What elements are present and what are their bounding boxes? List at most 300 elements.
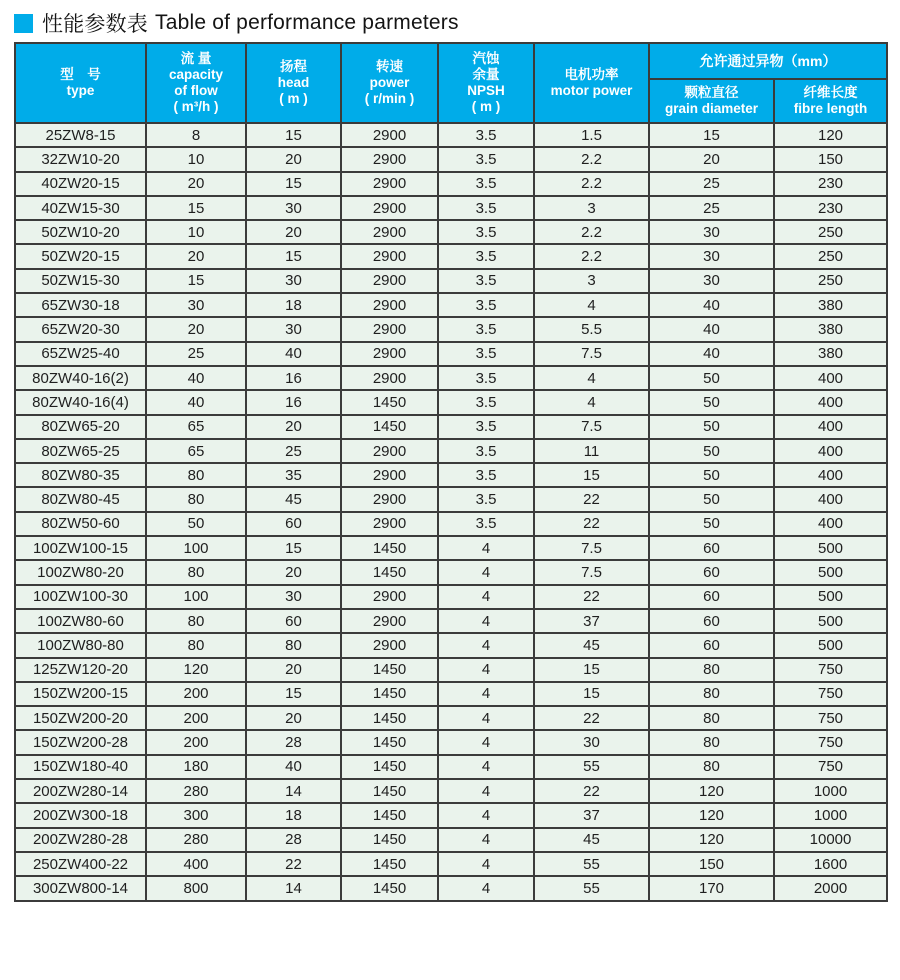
cell-grain_diameter: 40 — [649, 293, 774, 317]
cell-speed: 2900 — [341, 123, 438, 147]
cell-speed: 1450 — [341, 682, 438, 706]
cell-grain_diameter: 120 — [649, 803, 774, 827]
cell-capacity_of_flow: 20 — [146, 317, 246, 341]
cell-capacity_of_flow: 280 — [146, 828, 246, 852]
cell-grain_diameter: 15 — [649, 123, 774, 147]
cell-motor_power: 45 — [534, 633, 649, 657]
cell-speed: 1450 — [341, 730, 438, 754]
cell-fibre_length: 750 — [774, 755, 887, 779]
cell-fibre_length: 750 — [774, 682, 887, 706]
cell-speed: 1450 — [341, 779, 438, 803]
cell-motor_power: 4 — [534, 366, 649, 390]
cell-type: 80ZW80-45 — [15, 487, 146, 511]
cell-fibre_length: 380 — [774, 293, 887, 317]
col-header-motor-power: 电机功率 motor power — [534, 43, 649, 123]
cell-motor_power: 4 — [534, 390, 649, 414]
cell-type: 65ZW25-40 — [15, 342, 146, 366]
col-header-capacity-of-flow: 流 量 capacity of flow ( m³/h ) — [146, 43, 246, 123]
table-row — [15, 852, 887, 876]
table-row — [15, 269, 887, 293]
cell-npsh: 4 — [438, 876, 534, 900]
cell-grain_diameter: 50 — [649, 487, 774, 511]
cell-head: 16 — [246, 366, 341, 390]
cell-fibre_length: 400 — [774, 439, 887, 463]
cell-motor_power: 45 — [534, 828, 649, 852]
cell-head: 60 — [246, 609, 341, 633]
table-row — [15, 828, 887, 852]
cell-npsh: 4 — [438, 585, 534, 609]
cell-speed: 1450 — [341, 536, 438, 560]
cell-motor_power: 22 — [534, 512, 649, 536]
cell-head: 22 — [246, 852, 341, 876]
cell-motor_power: 30 — [534, 730, 649, 754]
cell-capacity_of_flow: 30 — [146, 293, 246, 317]
cell-speed: 2900 — [341, 633, 438, 657]
cell-motor_power: 22 — [534, 585, 649, 609]
page-title-zh: 性能参数表 — [42, 13, 148, 36]
cell-type: 100ZW80-80 — [15, 633, 146, 657]
cell-fibre_length: 1000 — [774, 803, 887, 827]
title-bullet-square-icon — [14, 14, 33, 33]
cell-npsh: 3.5 — [438, 342, 534, 366]
cell-grain_diameter: 20 — [649, 147, 774, 171]
cell-head: 15 — [246, 536, 341, 560]
cell-type: 150ZW200-15 — [15, 682, 146, 706]
cell-type: 80ZW40-16(4) — [15, 390, 146, 414]
cell-type: 200ZW280-14 — [15, 779, 146, 803]
cell-type: 100ZW100-30 — [15, 585, 146, 609]
table-row — [15, 755, 887, 779]
cell-type: 50ZW15-30 — [15, 269, 146, 293]
cell-motor_power: 2.2 — [534, 147, 649, 171]
cell-fibre_length: 500 — [774, 633, 887, 657]
cell-speed: 1450 — [341, 658, 438, 682]
cell-capacity_of_flow: 100 — [146, 585, 246, 609]
col-header-head: 扬程 head ( m ) — [246, 43, 341, 123]
cell-fibre_length: 250 — [774, 220, 887, 244]
cell-speed: 2900 — [341, 585, 438, 609]
cell-motor_power: 3 — [534, 196, 649, 220]
page-title-en: Table of performance parmeters — [155, 11, 459, 34]
cell-head: 30 — [246, 317, 341, 341]
cell-npsh: 3.5 — [438, 487, 534, 511]
cell-grain_diameter: 80 — [649, 658, 774, 682]
cell-type: 150ZW200-28 — [15, 730, 146, 754]
cell-grain_diameter: 80 — [649, 755, 774, 779]
col-header-grain-diameter: 颗粒直径 grain diameter — [649, 79, 774, 123]
cell-motor_power: 7.5 — [534, 536, 649, 560]
cell-capacity_of_flow: 25 — [146, 342, 246, 366]
cell-grain_diameter: 80 — [649, 682, 774, 706]
table-row — [15, 730, 887, 754]
cell-speed: 1450 — [341, 706, 438, 730]
cell-capacity_of_flow: 280 — [146, 779, 246, 803]
cell-head: 30 — [246, 196, 341, 220]
cell-type: 100ZW80-60 — [15, 609, 146, 633]
cell-npsh: 3.5 — [438, 269, 534, 293]
cell-capacity_of_flow: 40 — [146, 390, 246, 414]
cell-motor_power: 3 — [534, 269, 649, 293]
cell-npsh: 4 — [438, 852, 534, 876]
table-row — [15, 633, 887, 657]
cell-head: 14 — [246, 779, 341, 803]
cell-head: 60 — [246, 512, 341, 536]
cell-speed: 2900 — [341, 342, 438, 366]
cell-motor_power: 15 — [534, 682, 649, 706]
cell-fibre_length: 230 — [774, 172, 887, 196]
table-row — [15, 342, 887, 366]
cell-head: 45 — [246, 487, 341, 511]
cell-grain_diameter: 25 — [649, 172, 774, 196]
cell-speed: 1450 — [341, 415, 438, 439]
table-row — [15, 220, 887, 244]
table-row — [15, 536, 887, 560]
table-row — [15, 658, 887, 682]
table-row — [15, 439, 887, 463]
cell-capacity_of_flow: 10 — [146, 220, 246, 244]
table-row — [15, 293, 887, 317]
cell-fibre_length: 400 — [774, 487, 887, 511]
cell-npsh: 4 — [438, 706, 534, 730]
cell-motor_power: 55 — [534, 876, 649, 900]
cell-fibre_length: 500 — [774, 536, 887, 560]
table-row — [15, 463, 887, 487]
cell-type: 200ZW300-18 — [15, 803, 146, 827]
cell-grain_diameter: 40 — [649, 317, 774, 341]
cell-motor_power: 7.5 — [534, 560, 649, 584]
cell-npsh: 3.5 — [438, 172, 534, 196]
cell-head: 18 — [246, 293, 341, 317]
cell-speed: 2900 — [341, 317, 438, 341]
cell-motor_power: 55 — [534, 852, 649, 876]
page-title — [14, 8, 459, 38]
cell-capacity_of_flow: 200 — [146, 706, 246, 730]
cell-grain_diameter: 80 — [649, 706, 774, 730]
cell-capacity_of_flow: 15 — [146, 269, 246, 293]
cell-speed: 2900 — [341, 293, 438, 317]
cell-npsh: 4 — [438, 828, 534, 852]
cell-head: 20 — [246, 220, 341, 244]
cell-fibre_length: 10000 — [774, 828, 887, 852]
cell-grain_diameter: 50 — [649, 366, 774, 390]
cell-fibre_length: 380 — [774, 317, 887, 341]
cell-grain_diameter: 50 — [649, 463, 774, 487]
cell-head: 20 — [246, 147, 341, 171]
cell-motor_power: 2.2 — [534, 244, 649, 268]
cell-fibre_length: 120 — [774, 123, 887, 147]
cell-npsh: 4 — [438, 682, 534, 706]
cell-head: 15 — [246, 682, 341, 706]
cell-npsh: 4 — [438, 779, 534, 803]
table-row — [15, 244, 887, 268]
cell-capacity_of_flow: 300 — [146, 803, 246, 827]
cell-fibre_length: 230 — [774, 196, 887, 220]
cell-head: 35 — [246, 463, 341, 487]
cell-npsh: 3.5 — [438, 196, 534, 220]
cell-speed: 2900 — [341, 439, 438, 463]
cell-fibre_length: 500 — [774, 560, 887, 584]
cell-npsh: 3.5 — [438, 439, 534, 463]
cell-fibre_length: 1600 — [774, 852, 887, 876]
cell-speed: 1450 — [341, 876, 438, 900]
cell-motor_power: 7.5 — [534, 415, 649, 439]
cell-capacity_of_flow: 20 — [146, 172, 246, 196]
cell-capacity_of_flow: 80 — [146, 633, 246, 657]
cell-speed: 2900 — [341, 609, 438, 633]
cell-grain_diameter: 60 — [649, 633, 774, 657]
table-row — [15, 779, 887, 803]
table-row — [15, 512, 887, 536]
cell-type: 200ZW280-28 — [15, 828, 146, 852]
cell-npsh: 4 — [438, 803, 534, 827]
cell-capacity_of_flow: 80 — [146, 463, 246, 487]
cell-npsh: 3.5 — [438, 463, 534, 487]
cell-grain_diameter: 60 — [649, 536, 774, 560]
cell-npsh: 4 — [438, 730, 534, 754]
cell-fibre_length: 2000 — [774, 876, 887, 900]
cell-head: 15 — [246, 172, 341, 196]
cell-head: 14 — [246, 876, 341, 900]
cell-head: 20 — [246, 560, 341, 584]
cell-npsh: 3.5 — [438, 366, 534, 390]
cell-head: 20 — [246, 415, 341, 439]
cell-head: 30 — [246, 585, 341, 609]
cell-motor_power: 22 — [534, 487, 649, 511]
cell-speed: 1450 — [341, 803, 438, 827]
cell-fibre_length: 500 — [774, 585, 887, 609]
cell-npsh: 3.5 — [438, 293, 534, 317]
cell-motor_power: 15 — [534, 463, 649, 487]
cell-npsh: 4 — [438, 633, 534, 657]
cell-speed: 2900 — [341, 196, 438, 220]
table-row — [15, 172, 887, 196]
table-body — [15, 123, 887, 901]
cell-speed: 1450 — [341, 755, 438, 779]
cell-fibre_length: 750 — [774, 706, 887, 730]
cell-capacity_of_flow: 10 — [146, 147, 246, 171]
table-row — [15, 585, 887, 609]
cell-type: 150ZW200-20 — [15, 706, 146, 730]
cell-fibre_length: 500 — [774, 609, 887, 633]
cell-motor_power: 4 — [534, 293, 649, 317]
cell-motor_power: 55 — [534, 755, 649, 779]
cell-speed: 2900 — [341, 512, 438, 536]
cell-fibre_length: 750 — [774, 658, 887, 682]
cell-npsh: 3.5 — [438, 147, 534, 171]
cell-npsh: 4 — [438, 536, 534, 560]
col-header-fibre-length: 纤维长度 fibre length — [774, 79, 887, 123]
cell-grain_diameter: 120 — [649, 779, 774, 803]
cell-capacity_of_flow: 200 — [146, 682, 246, 706]
cell-fibre_length: 400 — [774, 463, 887, 487]
cell-grain_diameter: 170 — [649, 876, 774, 900]
cell-capacity_of_flow: 800 — [146, 876, 246, 900]
col-header-type: 型 号 type — [15, 43, 146, 123]
cell-type: 100ZW100-15 — [15, 536, 146, 560]
table-row — [15, 706, 887, 730]
cell-npsh: 3.5 — [438, 244, 534, 268]
cell-speed: 2900 — [341, 244, 438, 268]
cell-speed: 2900 — [341, 366, 438, 390]
cell-capacity_of_flow: 100 — [146, 536, 246, 560]
cell-type: 300ZW800-14 — [15, 876, 146, 900]
col-header-speed: 转速 power ( r/min ) — [341, 43, 438, 123]
cell-speed: 1450 — [341, 560, 438, 584]
cell-type: 250ZW400-22 — [15, 852, 146, 876]
cell-speed: 1450 — [341, 390, 438, 414]
cell-speed: 1450 — [341, 852, 438, 876]
cell-head: 20 — [246, 706, 341, 730]
cell-grain_diameter: 120 — [649, 828, 774, 852]
cell-npsh: 4 — [438, 658, 534, 682]
cell-speed: 2900 — [341, 220, 438, 244]
cell-capacity_of_flow: 200 — [146, 730, 246, 754]
table-row — [15, 147, 887, 171]
cell-fibre_length: 380 — [774, 342, 887, 366]
cell-type: 32ZW10-20 — [15, 147, 146, 171]
cell-capacity_of_flow: 20 — [146, 244, 246, 268]
cell-speed: 2900 — [341, 269, 438, 293]
cell-fibre_length: 400 — [774, 366, 887, 390]
cell-npsh: 4 — [438, 560, 534, 584]
col-header-allowed-foreign-matter-group: 允许通过异物（mm） — [649, 43, 887, 79]
table-row — [15, 876, 887, 900]
cell-type: 50ZW20-15 — [15, 244, 146, 268]
cell-motor_power: 7.5 — [534, 342, 649, 366]
table-row — [15, 803, 887, 827]
table-row — [15, 487, 887, 511]
table-row — [15, 560, 887, 584]
cell-motor_power: 2.2 — [534, 220, 649, 244]
table-row — [15, 609, 887, 633]
cell-capacity_of_flow: 80 — [146, 560, 246, 584]
cell-motor_power: 22 — [534, 706, 649, 730]
cell-npsh: 4 — [438, 609, 534, 633]
cell-head: 15 — [246, 123, 341, 147]
cell-npsh: 3.5 — [438, 512, 534, 536]
cell-type: 80ZW40-16(2) — [15, 366, 146, 390]
cell-type: 80ZW80-35 — [15, 463, 146, 487]
cell-fibre_length: 250 — [774, 244, 887, 268]
cell-head: 20 — [246, 658, 341, 682]
cell-npsh: 3.5 — [438, 390, 534, 414]
cell-head: 28 — [246, 730, 341, 754]
cell-capacity_of_flow: 180 — [146, 755, 246, 779]
cell-npsh: 3.5 — [438, 415, 534, 439]
cell-capacity_of_flow: 40 — [146, 366, 246, 390]
table-row — [15, 366, 887, 390]
cell-type: 50ZW10-20 — [15, 220, 146, 244]
cell-type: 80ZW50-60 — [15, 512, 146, 536]
cell-head: 40 — [246, 342, 341, 366]
table-row — [15, 196, 887, 220]
cell-fibre_length: 400 — [774, 512, 887, 536]
cell-capacity_of_flow: 65 — [146, 415, 246, 439]
cell-npsh: 3.5 — [438, 220, 534, 244]
cell-grain_diameter: 25 — [649, 196, 774, 220]
cell-head: 80 — [246, 633, 341, 657]
cell-npsh: 3.5 — [438, 317, 534, 341]
cell-grain_diameter: 150 — [649, 852, 774, 876]
table-row — [15, 317, 887, 341]
table-row — [15, 682, 887, 706]
cell-type: 65ZW30-18 — [15, 293, 146, 317]
cell-npsh: 3.5 — [438, 123, 534, 147]
cell-type: 80ZW65-20 — [15, 415, 146, 439]
cell-head: 15 — [246, 244, 341, 268]
cell-grain_diameter: 50 — [649, 390, 774, 414]
cell-speed: 2900 — [341, 463, 438, 487]
cell-type: 100ZW80-20 — [15, 560, 146, 584]
cell-fibre_length: 750 — [774, 730, 887, 754]
cell-motor_power: 2.2 — [534, 172, 649, 196]
table-row — [15, 123, 887, 147]
cell-type: 65ZW20-30 — [15, 317, 146, 341]
cell-type: 40ZW15-30 — [15, 196, 146, 220]
table-row — [15, 415, 887, 439]
cell-fibre_length: 400 — [774, 390, 887, 414]
table-row — [15, 390, 887, 414]
cell-grain_diameter: 50 — [649, 415, 774, 439]
cell-head: 28 — [246, 828, 341, 852]
performance-table — [14, 42, 888, 902]
cell-grain_diameter: 50 — [649, 512, 774, 536]
cell-capacity_of_flow: 65 — [146, 439, 246, 463]
cell-type: 40ZW20-15 — [15, 172, 146, 196]
cell-grain_diameter: 30 — [649, 244, 774, 268]
cell-head: 18 — [246, 803, 341, 827]
cell-speed: 2900 — [341, 147, 438, 171]
cell-speed: 2900 — [341, 487, 438, 511]
cell-head: 25 — [246, 439, 341, 463]
cell-npsh: 4 — [438, 755, 534, 779]
cell-fibre_length: 400 — [774, 415, 887, 439]
col-header-npsh: 汽蚀 余量 NPSH ( m ) — [438, 43, 534, 123]
cell-fibre_length: 250 — [774, 269, 887, 293]
cell-grain_diameter: 50 — [649, 439, 774, 463]
cell-type: 25ZW8-15 — [15, 123, 146, 147]
cell-head: 16 — [246, 390, 341, 414]
table-header — [15, 43, 887, 123]
cell-capacity_of_flow: 120 — [146, 658, 246, 682]
cell-motor_power: 15 — [534, 658, 649, 682]
cell-capacity_of_flow: 400 — [146, 852, 246, 876]
cell-motor_power: 11 — [534, 439, 649, 463]
cell-grain_diameter: 80 — [649, 730, 774, 754]
cell-motor_power: 37 — [534, 803, 649, 827]
cell-type: 150ZW180-40 — [15, 755, 146, 779]
cell-grain_diameter: 60 — [649, 585, 774, 609]
cell-capacity_of_flow: 8 — [146, 123, 246, 147]
cell-motor_power: 22 — [534, 779, 649, 803]
cell-capacity_of_flow: 15 — [146, 196, 246, 220]
cell-speed: 2900 — [341, 172, 438, 196]
cell-motor_power: 1.5 — [534, 123, 649, 147]
cell-grain_diameter: 60 — [649, 560, 774, 584]
cell-grain_diameter: 40 — [649, 342, 774, 366]
cell-head: 40 — [246, 755, 341, 779]
cell-capacity_of_flow: 50 — [146, 512, 246, 536]
cell-type: 125ZW120-20 — [15, 658, 146, 682]
cell-capacity_of_flow: 80 — [146, 487, 246, 511]
cell-grain_diameter: 60 — [649, 609, 774, 633]
cell-fibre_length: 1000 — [774, 779, 887, 803]
cell-speed: 1450 — [341, 828, 438, 852]
cell-type: 80ZW65-25 — [15, 439, 146, 463]
cell-grain_diameter: 30 — [649, 269, 774, 293]
cell-motor_power: 37 — [534, 609, 649, 633]
cell-grain_diameter: 30 — [649, 220, 774, 244]
